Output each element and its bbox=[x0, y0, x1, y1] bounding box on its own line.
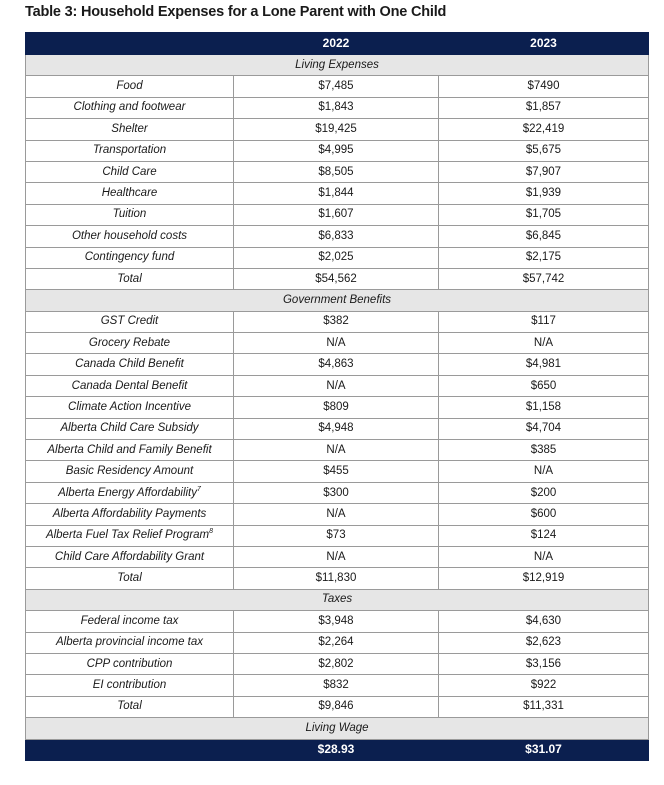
value-2023: $385 bbox=[439, 440, 649, 461]
row-label-cell bbox=[26, 76, 234, 97]
row-label: Canada Dental Benefit bbox=[71, 379, 188, 392]
table-body bbox=[26, 55, 649, 761]
table-row bbox=[26, 482, 649, 503]
row-label: Grocery Rebate bbox=[88, 336, 171, 349]
row-label: Child Care Affordability Grant bbox=[54, 550, 205, 563]
row-label-cell bbox=[26, 375, 234, 396]
table-row bbox=[26, 525, 649, 546]
table-row bbox=[26, 97, 649, 118]
value-2023: $600 bbox=[439, 504, 649, 525]
value-2022: $6,833 bbox=[234, 226, 439, 247]
living-wage-heading: Living Wage bbox=[26, 718, 649, 739]
table-row bbox=[26, 461, 649, 482]
living-wage-heading-row bbox=[26, 718, 649, 739]
row-label-cell bbox=[26, 97, 234, 118]
table-row bbox=[26, 397, 649, 418]
value-2022: $11,830 bbox=[234, 568, 439, 589]
table-row bbox=[26, 375, 649, 396]
table-row bbox=[26, 632, 649, 653]
value-2022: $1,607 bbox=[234, 204, 439, 225]
row-label-cell bbox=[26, 440, 234, 461]
row-label-cell bbox=[26, 226, 234, 247]
value-2022: $4,863 bbox=[234, 354, 439, 375]
table-row bbox=[26, 546, 649, 567]
table-row bbox=[26, 675, 649, 696]
row-label-cell bbox=[26, 482, 234, 503]
value-2022: $2,802 bbox=[234, 653, 439, 674]
value-2023: N/A bbox=[439, 333, 649, 354]
table-title: Table 3: Household Expenses for a Lone Parent with One Child bbox=[25, 4, 447, 20]
row-label: Child Care bbox=[102, 165, 157, 178]
row-label-cell bbox=[26, 653, 234, 674]
value-2022: $832 bbox=[234, 675, 439, 696]
row-label-cell bbox=[26, 461, 234, 482]
section-heading: Living Expenses bbox=[26, 55, 649, 76]
header-row bbox=[26, 33, 649, 55]
footnote-marker: 7 bbox=[197, 485, 201, 493]
value-2023: $1,939 bbox=[439, 183, 649, 204]
row-label-cell bbox=[26, 696, 234, 717]
value-2023: $650 bbox=[439, 375, 649, 396]
value-2023: N/A bbox=[439, 546, 649, 567]
row-label-cell bbox=[26, 183, 234, 204]
value-2022: $455 bbox=[234, 461, 439, 482]
table-row bbox=[26, 504, 649, 525]
section-heading-row bbox=[26, 290, 649, 311]
table-row bbox=[26, 119, 649, 140]
row-label: Total bbox=[117, 572, 142, 585]
value-2023: N/A bbox=[439, 461, 649, 482]
row-label: Alberta Affordability Payments bbox=[52, 507, 207, 520]
living-wage-row bbox=[26, 739, 649, 760]
section-heading: Government Benefits bbox=[26, 290, 649, 311]
value-2022: N/A bbox=[234, 440, 439, 461]
value-2022: $8,505 bbox=[234, 161, 439, 182]
row-label-cell bbox=[26, 333, 234, 354]
household-expenses-table bbox=[25, 32, 649, 761]
row-label: Other household costs bbox=[71, 229, 188, 242]
row-label-cell bbox=[26, 568, 234, 589]
table-row bbox=[26, 76, 649, 97]
row-label: Alberta Child and Family Benefit bbox=[47, 443, 212, 456]
value-2022: $54,562 bbox=[234, 268, 439, 289]
row-label: Alberta Energy Affordability bbox=[58, 486, 197, 499]
row-label: Alberta Child Care Subsidy bbox=[60, 422, 199, 435]
table-row bbox=[26, 418, 649, 439]
value-2022: $1,843 bbox=[234, 97, 439, 118]
table-row bbox=[26, 247, 649, 268]
value-2022: $2,264 bbox=[234, 632, 439, 653]
value-2023: $7,907 bbox=[439, 161, 649, 182]
value-2022: $9,846 bbox=[234, 696, 439, 717]
value-2023: $3,156 bbox=[439, 653, 649, 674]
row-label: Contingency fund bbox=[84, 251, 175, 264]
row-label-cell bbox=[26, 204, 234, 225]
value-2023: $200 bbox=[439, 482, 649, 503]
value-2023: $1,158 bbox=[439, 397, 649, 418]
value-2022: $19,425 bbox=[234, 119, 439, 140]
row-label: Federal income tax bbox=[80, 614, 179, 627]
value-2022: $4,948 bbox=[234, 418, 439, 439]
row-label: GST Credit bbox=[100, 315, 159, 328]
value-2023: $4,630 bbox=[439, 611, 649, 632]
living-wage-2022: $28.93 bbox=[234, 739, 439, 760]
living-wage-spacer bbox=[26, 739, 234, 760]
row-label: Clothing and footwear bbox=[73, 101, 186, 114]
row-label: Climate Action Incentive bbox=[68, 400, 191, 413]
footnote-marker: 8 bbox=[209, 528, 214, 536]
value-2022: $73 bbox=[234, 525, 439, 546]
row-label: Basic Residency Amount bbox=[65, 465, 194, 478]
row-label: Transportation bbox=[92, 144, 167, 157]
table-row bbox=[26, 268, 649, 289]
row-label: Canada Child Benefit bbox=[75, 358, 184, 371]
section-heading-row bbox=[26, 55, 649, 76]
table-row bbox=[26, 611, 649, 632]
value-2022: N/A bbox=[234, 546, 439, 567]
value-2023: $57,742 bbox=[439, 268, 649, 289]
value-2022: $4,995 bbox=[234, 140, 439, 161]
row-label-cell bbox=[26, 161, 234, 182]
row-label-cell bbox=[26, 354, 234, 375]
table-row bbox=[26, 568, 649, 589]
value-2023: $12,919 bbox=[439, 568, 649, 589]
row-label-cell bbox=[26, 675, 234, 696]
row-label-cell bbox=[26, 268, 234, 289]
value-2022: $7,485 bbox=[234, 76, 439, 97]
table-row bbox=[26, 161, 649, 182]
value-2022: $382 bbox=[234, 311, 439, 332]
value-2022: $300 bbox=[234, 482, 439, 503]
row-label: EI contribution bbox=[92, 679, 167, 692]
row-label: Healthcare bbox=[101, 187, 158, 200]
header-2022: 2022 bbox=[234, 33, 439, 55]
row-label: Shelter bbox=[111, 122, 148, 135]
row-label-cell bbox=[26, 611, 234, 632]
value-2023: $1,705 bbox=[439, 204, 649, 225]
value-2023: $124 bbox=[439, 525, 649, 546]
value-2023: $7490 bbox=[439, 76, 649, 97]
row-label: CPP contribution bbox=[86, 657, 173, 670]
row-label-cell bbox=[26, 311, 234, 332]
value-2022: N/A bbox=[234, 504, 439, 525]
value-2022: $2,025 bbox=[234, 247, 439, 268]
table-row bbox=[26, 653, 649, 674]
table-row bbox=[26, 311, 649, 332]
header-label-cell bbox=[26, 33, 234, 55]
value-2022: N/A bbox=[234, 333, 439, 354]
table-row bbox=[26, 140, 649, 161]
row-label: Alberta provincial income tax bbox=[55, 636, 203, 649]
table-row bbox=[26, 333, 649, 354]
table-row bbox=[26, 696, 649, 717]
value-2022: $3,948 bbox=[234, 611, 439, 632]
value-2022: $809 bbox=[234, 397, 439, 418]
row-label: Alberta Fuel Tax Relief Program bbox=[45, 529, 210, 542]
row-label: Food bbox=[116, 80, 143, 93]
row-label: Tuition bbox=[112, 208, 147, 221]
table-row bbox=[26, 354, 649, 375]
row-label-cell bbox=[26, 397, 234, 418]
value-2023: $11,331 bbox=[439, 696, 649, 717]
section-heading: Taxes bbox=[26, 589, 649, 610]
row-label-cell bbox=[26, 504, 234, 525]
value-2023: $2,175 bbox=[439, 247, 649, 268]
table-row bbox=[26, 204, 649, 225]
row-label-cell bbox=[26, 119, 234, 140]
value-2023: $117 bbox=[439, 311, 649, 332]
value-2023: $22,419 bbox=[439, 119, 649, 140]
row-label: Total bbox=[117, 272, 142, 285]
header-2023: 2023 bbox=[439, 33, 649, 55]
table-row bbox=[26, 226, 649, 247]
value-2023: $2,623 bbox=[439, 632, 649, 653]
value-2023: $6,845 bbox=[439, 226, 649, 247]
value-2022: $1,844 bbox=[234, 183, 439, 204]
row-label-cell bbox=[26, 140, 234, 161]
value-2023: $5,675 bbox=[439, 140, 649, 161]
section-heading-row bbox=[26, 589, 649, 610]
value-2023: $4,704 bbox=[439, 418, 649, 439]
row-label: Total bbox=[117, 700, 142, 713]
value-2023: $922 bbox=[439, 675, 649, 696]
value-2022: N/A bbox=[234, 375, 439, 396]
row-label-cell bbox=[26, 418, 234, 439]
row-label-cell bbox=[26, 247, 234, 268]
row-label-cell bbox=[26, 632, 234, 653]
living-wage-2023: $31.07 bbox=[439, 739, 649, 760]
table-row bbox=[26, 183, 649, 204]
value-2023: $4,981 bbox=[439, 354, 649, 375]
row-label-cell bbox=[26, 546, 234, 567]
table-row bbox=[26, 440, 649, 461]
row-label-cell bbox=[26, 525, 234, 546]
value-2023: $1,857 bbox=[439, 97, 649, 118]
